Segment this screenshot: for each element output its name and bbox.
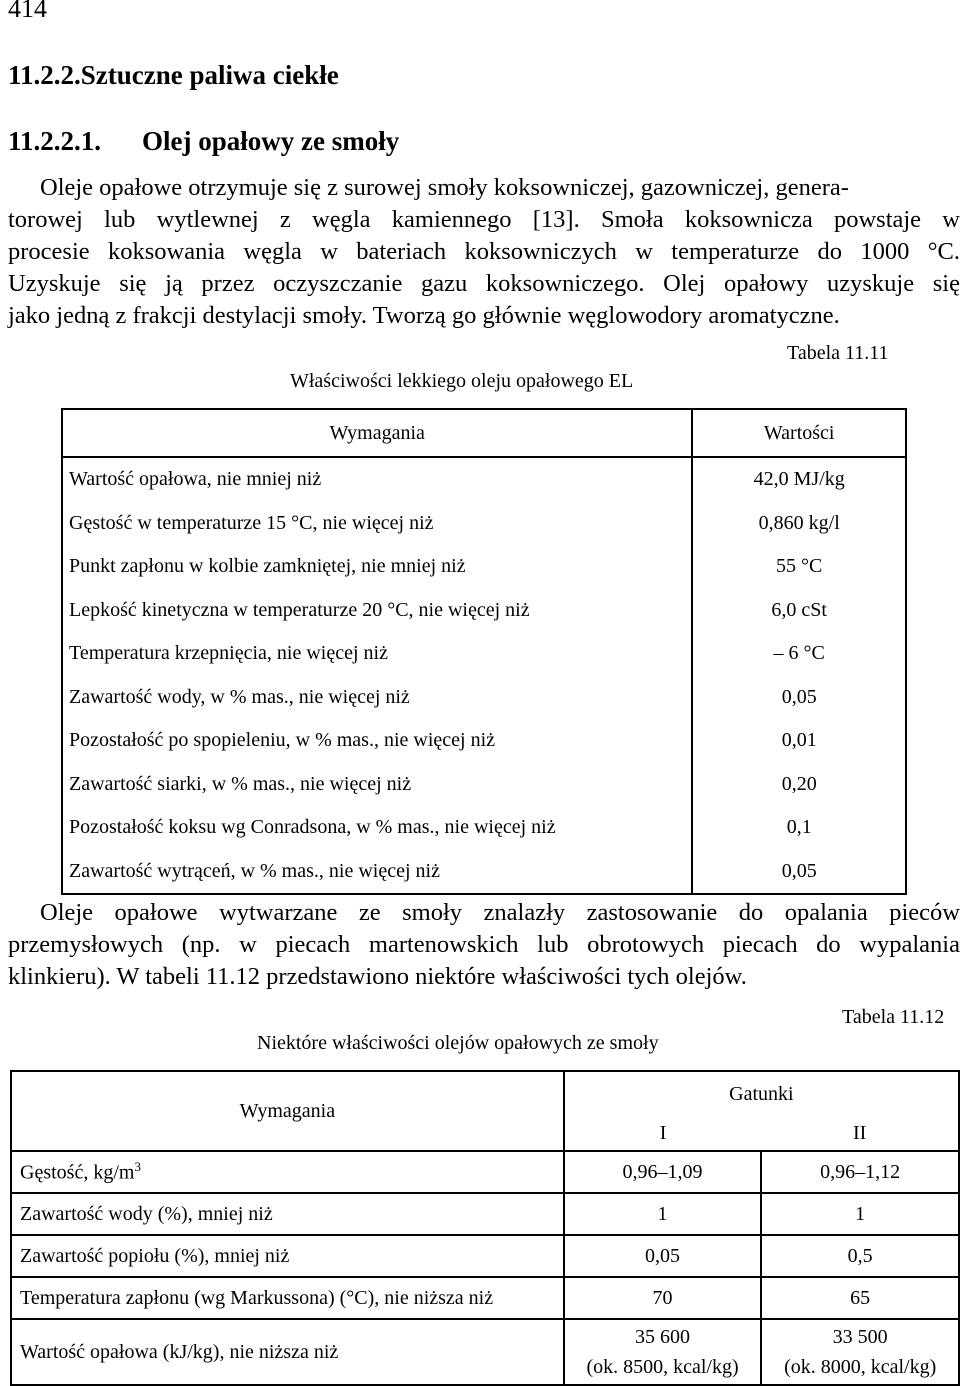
table-header-row [62,409,906,457]
requirement-cell: Wartość opałowa (kJ/kg), nie niższa niż [11,1319,564,1385]
requirement-cell: Temperatura zapłonu (wg Markussona) (°C), nie niższa niż [11,1277,564,1319]
value-cell: 1 [564,1193,762,1235]
table-row [62,457,906,502]
header-cell: Wymagania [11,1071,564,1151]
requirement-cell: Lepkość kinetyczna w temperaturze 20 °C, nie więcej niż [69,598,530,621]
value-cell: 0,05 [692,850,906,895]
value-cell: 1 [761,1193,959,1235]
paragraph-line: Oleje opałowe wytwarzane ze smoły znalazły zastosowanie do opalania pieców [40,899,960,926]
value-line: 33 500 [832,1326,888,1348]
value-cell: 42,0 MJ/kg [692,457,906,502]
properties-table [61,408,907,895]
paragraph-line: procesie koksowania węgla w bateriach koksowniczych w temperaturze do 1000 °C. [8,238,960,265]
value-line: (ok. 8000, kcal/kg) [784,1356,937,1378]
table-row [62,632,906,676]
subsection-number: 11.2.2.1. [8,126,102,156]
table-row [62,719,906,763]
table-label: Tabela 11.11 [787,342,889,364]
requirement-cell: Temperatura krzepnięcia, nie więcej niż [69,642,388,665]
table-row [11,1319,959,1385]
table-header-row [11,1071,959,1116]
paragraph-line: przemysłowych (np. w piecach martenowskich lub obrotowych piecach do wypalania [8,931,960,958]
section-heading: 11.2.2.Sztuczne paliwa ciekłe [8,60,339,90]
value-cell: 0,05 [692,676,906,720]
page-number: 414 [8,0,47,23]
value-line: 35 600 [635,1326,691,1348]
value-cell: 0,96–1,09 [564,1151,762,1193]
value-cell: 0,1 [692,806,906,850]
requirement-cell: Wartość opałowa, nie mniej niż [69,468,322,491]
value-cell [564,1319,762,1385]
value-cell: 6,0 cSt [692,589,906,633]
table-row [62,850,906,895]
header-cell: Wartości [692,409,906,457]
requirement-cell: Zawartość wytrąceń, w % mas., nie więcej niż [69,859,440,882]
superscript: 3 [134,1159,141,1175]
table-row [11,1277,959,1319]
requirement-cell: Zawartość wody (%), mniej niż [11,1193,564,1235]
requirement-cell [11,1151,564,1193]
value-cell: 55 °C [692,545,906,589]
subsection-title: Olej opałowy ze smoły [142,126,400,156]
usage-paragraph [8,897,960,993]
header-cell: Wymagania [62,409,692,457]
requirement-text: Gęstość, kg/m [20,1161,135,1184]
paragraph-line: torowej lub wytlewnej z węgla kamiennego [13]. Smoła koksownicza powstaje w [8,206,960,233]
value-cell: 65 [761,1277,959,1319]
value-cell: – 6 °C [692,632,906,676]
table-row [11,1193,959,1235]
paragraph-line: Oleje opałowe otrzymuje się z surowej smoły koksowniczej, gazowniczej, genera- [40,174,849,201]
header-cell: II [761,1116,959,1151]
requirement-cell: Gęstość w temperaturze 15 °C, nie więcej niż [69,511,434,534]
header-cell: I [564,1116,762,1151]
requirement-cell: Pozostałość po spopieleniu, w % mas., nie więcej niż [69,729,496,752]
intro-paragraph [8,172,960,332]
table-row [11,1151,959,1193]
requirement-cell: Punkt zapłonu w kolbie zamkniętej, nie mniej niż [69,555,466,578]
table-label: Tabela 11.12 [842,1006,945,1028]
table-row [62,763,906,807]
value-cell: 0,20 [692,763,906,807]
table-row [62,545,906,589]
table-row [62,502,906,546]
table-row [62,676,906,720]
value-cell [761,1319,959,1385]
requirement-cell: Zawartość siarki, w % mas., nie więcej niż [69,772,412,795]
value-cell: 0,05 [564,1235,762,1277]
table-row [62,589,906,633]
table-row [62,806,906,850]
paragraph-line: klinkieru). W tabeli 11.12 przedstawiono niektóre właściwości tych olejów. [8,963,747,990]
value-line: (ok. 8500, kcal/kg) [586,1356,739,1378]
requirement-cell: Zawartość popiołu (%), mniej niż [11,1235,564,1277]
value-cell: 0,96–1,12 [761,1151,959,1193]
value-cell: 0,5 [761,1235,959,1277]
paragraph-line: Uzyskuje się ją przez oczyszczanie gazu koksowniczego. Olej opałowy uzyskuje się [8,270,960,297]
requirement-cell: Zawartość wody, w % mas., nie więcej niż [69,685,410,708]
value-cell: 70 [564,1277,762,1319]
paragraph-line: jako jedną z frakcji destylacji smoły. Tworzą go głównie węglowodory aromatyczne. [8,302,840,329]
header-group-cell: Gatunki [564,1071,959,1116]
table-row [11,1235,959,1277]
value-cell: 0,01 [692,719,906,763]
requirement-cell: Pozostałość koksu wg Conradsona, w % mas., nie więcej niż [69,816,556,839]
table-caption: Niektóre właściwości olejów opałowych ze smoły [257,1032,659,1054]
tar-oils-table [10,1070,960,1386]
value-cell: 0,860 kg/l [692,502,906,546]
table-caption: Właściwości lekkiego oleju opałowego EL [290,370,634,392]
